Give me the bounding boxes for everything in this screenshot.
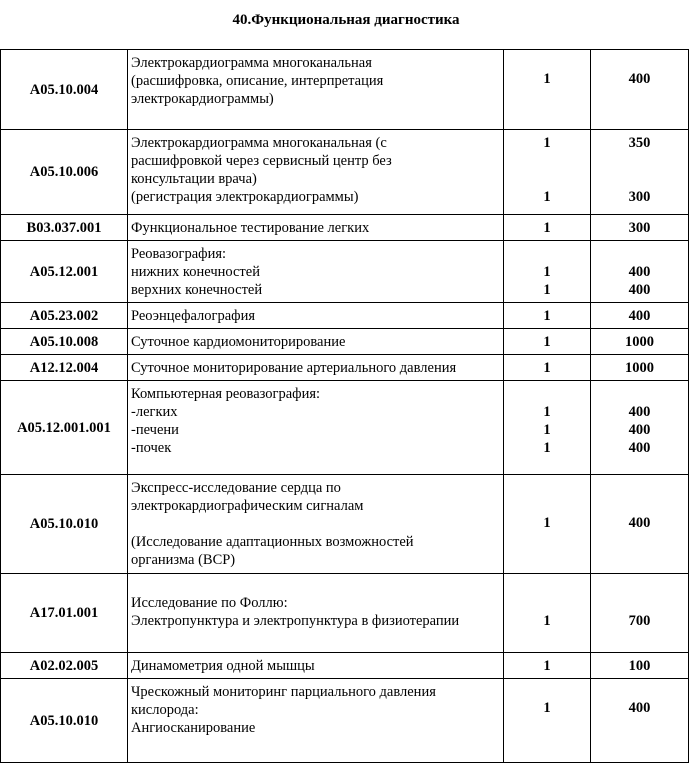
- quantity-value: 1: [543, 515, 551, 531]
- service-name: [128, 355, 504, 381]
- service-name-line: Электрокардиограмма многоканальная (с: [131, 135, 387, 151]
- price-value: 400: [628, 700, 651, 716]
- price-cell: [591, 679, 689, 763]
- service-name: [128, 215, 504, 241]
- price-value: 400: [628, 71, 651, 87]
- service-name-line: Функциональное тестирование легких: [131, 220, 370, 236]
- service-code: A05.12.001.001: [1, 381, 128, 475]
- quantity-value: 1: [543, 440, 551, 456]
- quantity-value: 1: [543, 360, 551, 376]
- service-name: [128, 303, 504, 329]
- table-row: [1, 475, 689, 574]
- service-name-line: Динамометрия одной мышцы: [131, 658, 315, 674]
- service-name-line: консультации врача): [131, 171, 257, 187]
- service-name-line: Электрокардиограмма многоканальная: [131, 55, 372, 71]
- quantity-cell: [504, 130, 591, 215]
- quantity-cell: [504, 303, 591, 329]
- service-name-line: Экспресс-исследование сердца по: [131, 480, 341, 496]
- quantity-value: 1: [543, 308, 551, 324]
- price-cell: [591, 303, 689, 329]
- quantity-value: [504, 385, 590, 403]
- price-value: 400: [628, 440, 651, 456]
- quantity-cell: [504, 329, 591, 355]
- quantity-cell: [504, 241, 591, 303]
- quantity-value: 1: [543, 658, 551, 674]
- service-name-line: организма (ВСР): [131, 552, 236, 568]
- price-cell: [591, 475, 689, 574]
- service-name: [128, 679, 504, 763]
- services-table: [0, 49, 689, 763]
- quantity-value: 1: [543, 220, 551, 236]
- service-name-line: Реовазография:: [131, 246, 227, 262]
- service-name-line: верхних конечностей: [131, 282, 263, 298]
- table-row: [1, 679, 689, 763]
- price-cell: [591, 241, 689, 303]
- service-name-line: (расшифровка, описание, интерпретация: [131, 73, 384, 89]
- quantity-cell: [504, 679, 591, 763]
- table-row: [1, 329, 689, 355]
- service-name: [128, 50, 504, 130]
- service-name: [128, 475, 504, 574]
- price-value: 1000: [625, 360, 654, 376]
- service-name-line: Компьютерная реовазография:: [131, 386, 321, 402]
- table-row: [1, 303, 689, 329]
- service-name-line: Ангиосканирование: [131, 720, 256, 736]
- service-name-line: расшифровкой через сервисный центр без: [131, 153, 392, 169]
- service-code: A05.12.001: [1, 241, 128, 303]
- service-name-line: -почек: [131, 440, 172, 456]
- service-name: [128, 241, 504, 303]
- service-code: A05.10.010: [1, 475, 128, 574]
- service-name-line: Реоэнцефалография: [131, 308, 255, 324]
- price-value: 400: [628, 264, 651, 280]
- table-row: [1, 215, 689, 241]
- price-value: [591, 152, 688, 170]
- service-name-line: [131, 515, 501, 533]
- quantity-cell: [504, 653, 591, 679]
- price-value: 400: [628, 515, 651, 531]
- price-value: [591, 385, 688, 403]
- quantity-cell: [504, 475, 591, 574]
- table-row: [1, 653, 689, 679]
- service-name: [128, 653, 504, 679]
- quantity-value: 1: [543, 264, 551, 280]
- price-cell: [591, 381, 689, 475]
- price-cell: [591, 215, 689, 241]
- table-row: [1, 574, 689, 653]
- quantity-value: 1: [543, 404, 551, 420]
- service-code: A02.02.005: [1, 653, 128, 679]
- service-name-line: (Исследование адаптационных возможностей: [131, 534, 414, 550]
- price-value: 400: [628, 282, 651, 298]
- service-code: A05.10.008: [1, 329, 128, 355]
- quantity-value: 1: [543, 422, 551, 438]
- price-value: [591, 170, 688, 188]
- price-cell: [591, 50, 689, 130]
- service-name-line: Чрескожный мониторинг парциального давления: [131, 684, 436, 700]
- service-name-line: Исследование по Фоллю:: [131, 595, 288, 611]
- price-value: 1000: [625, 334, 654, 350]
- service-name: [128, 130, 504, 215]
- table-row: [1, 381, 689, 475]
- service-name-line: кислорода:: [131, 702, 199, 718]
- quantity-cell: [504, 50, 591, 130]
- price-value: 100: [628, 658, 651, 674]
- service-code: A05.23.002: [1, 303, 128, 329]
- quantity-value: 1: [543, 334, 551, 350]
- service-code: A17.01.001: [1, 574, 128, 653]
- price-cell: [591, 653, 689, 679]
- quantity-value: [504, 152, 590, 170]
- table-row: [1, 130, 689, 215]
- quantity-cell: [504, 355, 591, 381]
- quantity-cell: [504, 381, 591, 475]
- quantity-value: 1: [543, 189, 551, 205]
- price-value: [591, 245, 688, 263]
- price-value: 300: [628, 189, 651, 205]
- service-name-line: нижних конечностей: [131, 264, 260, 280]
- quantity-value: [504, 245, 590, 263]
- service-name: [128, 574, 504, 653]
- price-value: 400: [628, 422, 651, 438]
- service-name-line: электрокардиографическим сигналам: [131, 498, 364, 514]
- quantity-value: 1: [543, 613, 551, 629]
- service-name-line: (регистрация электрокардиограммы): [131, 189, 359, 205]
- table-row: [1, 241, 689, 303]
- service-name-line: -легких: [131, 404, 178, 420]
- quantity-value: [504, 170, 590, 188]
- service-code: A05.10.010: [1, 679, 128, 763]
- service-name-line: электрокардиограммы): [131, 91, 274, 107]
- service-code: A12.12.004: [1, 355, 128, 381]
- quantity-value: 1: [543, 282, 551, 298]
- service-code: A05.10.004: [1, 50, 128, 130]
- quantity-cell: [504, 574, 591, 653]
- quantity-value: 1: [543, 700, 551, 716]
- table-row: [1, 50, 689, 130]
- service-name-line: Суточное мониторирование артериального давления: [131, 360, 457, 376]
- price-value: 700: [628, 613, 651, 629]
- service-name-line: Электропунктура и электропунктура в физиотерапии: [131, 613, 460, 629]
- price-cell: [591, 130, 689, 215]
- table-row: [1, 355, 689, 381]
- price-value: 350: [628, 135, 651, 151]
- service-name-line: -печени: [131, 422, 179, 438]
- service-code: A05.10.006: [1, 130, 128, 215]
- service-code: B03.037.001: [1, 215, 128, 241]
- price-cell: [591, 329, 689, 355]
- service-name: [128, 329, 504, 355]
- price-value: 300: [628, 220, 651, 236]
- price-cell: [591, 355, 689, 381]
- quantity-value: 1: [543, 71, 551, 87]
- page-title: 40.Функциональная диагностика: [232, 12, 460, 28]
- service-name: [128, 381, 504, 475]
- quantity-cell: [504, 215, 591, 241]
- price-value: 400: [628, 308, 651, 324]
- quantity-value: 1: [543, 135, 551, 151]
- price-cell: [591, 574, 689, 653]
- price-value: 400: [628, 404, 651, 420]
- service-name-line: Суточное кардиомониторирование: [131, 334, 346, 350]
